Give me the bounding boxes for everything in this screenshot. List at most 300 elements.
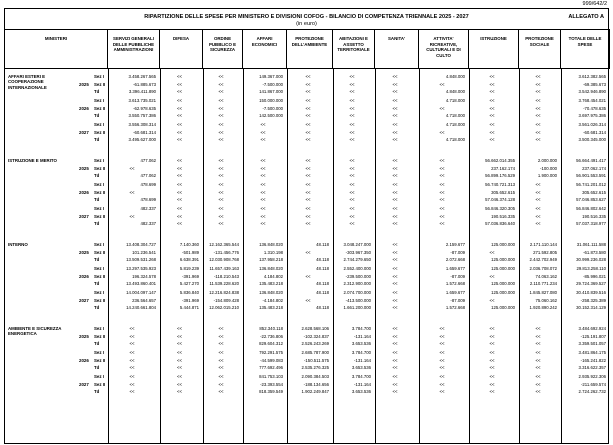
- table-row: [5, 112, 610, 120]
- cell-totale: 3.359.501.057: [578, 341, 606, 346]
- cell-servizi: 13.493.860.401: [126, 281, 156, 286]
- cell-protezione_soc: <<: [535, 381, 541, 387]
- cell-difesa: <<: [176, 165, 183, 171]
- cell-abitazioni: 2.744.279.650: [343, 257, 371, 262]
- cell-affari: -4.184.802: [262, 297, 283, 303]
- cell-difesa: <<: [176, 113, 183, 118]
- cell-abitazioni: <<: [349, 213, 355, 219]
- cell-totale: -60.681.314: [583, 129, 606, 135]
- cell-protezione_soc: <<: [535, 105, 541, 111]
- cell-protezione_soc: <<: [535, 129, 541, 135]
- cell-difesa: <<: [176, 381, 183, 387]
- cell-ordine: <<: [218, 98, 224, 103]
- cell-istruzione: 56.740.721.313: [485, 182, 515, 187]
- column-header-abitazioni: [333, 29, 375, 69]
- cell-abitazioni: <<: [349, 221, 355, 226]
- year-label: 2026: [79, 357, 89, 363]
- cell-attivita: -87.009: [450, 297, 465, 303]
- cell-servizi: 478.699: [140, 182, 156, 187]
- cell-totale: 3.612.382.565: [578, 74, 606, 79]
- cell-protezione_soc: <<: [535, 182, 541, 187]
- cell-difesa: <<: [176, 98, 183, 103]
- cell-attivita: -87.009: [450, 273, 465, 279]
- cell-sanita: <<: [392, 333, 398, 339]
- cell-servizi: 3.550.757.386: [128, 113, 156, 118]
- cell-affari: <<: [260, 189, 266, 195]
- cell-protezione_amb: 48.118: [316, 266, 329, 271]
- row-kind: Sez II: [94, 381, 106, 387]
- cell-istruzione: <<: [489, 249, 495, 255]
- cell-abitazioni: <<: [349, 98, 355, 103]
- cell-difesa: <<: [176, 158, 183, 163]
- cell-ordine: 11.539.228.620: [209, 281, 239, 286]
- column-header-istruzione: [469, 29, 519, 69]
- cell-abitazioni: <<: [349, 137, 355, 142]
- cell-protezione_soc: <<: [535, 98, 541, 103]
- cell-servizi: 3.556.308.314: [128, 122, 156, 127]
- column-header-protezione_amb: [287, 29, 333, 69]
- cell-ordine: -118.210.543: [213, 273, 239, 279]
- cell-totale: 237.062.174: [582, 165, 606, 171]
- cell-affari: 136.848.020: [259, 290, 283, 295]
- cell-protezione_soc: 2.442.702.949: [529, 257, 557, 262]
- cell-istruzione: 56.662.014.355: [485, 158, 515, 163]
- cell-istruzione: 190.516.335: [491, 213, 515, 219]
- cell-abitazioni: -239.500.000: [345, 273, 371, 279]
- cell-servizi: -60.681.314: [133, 129, 156, 135]
- cell-protezione_soc: <<: [535, 197, 541, 202]
- cell-protezione_amb: 2.535.276.325: [301, 365, 329, 370]
- cell-protezione_soc: <<: [535, 189, 541, 195]
- cell-affari: 141.867.000: [259, 89, 283, 94]
- row-kind: Sez II: [94, 333, 106, 339]
- cell-istruzione: <<: [489, 374, 495, 379]
- cell-istruzione: <<: [489, 105, 495, 111]
- cell-affari: 818.359.549: [259, 389, 283, 394]
- cell-istruzione: <<: [489, 357, 495, 363]
- cell-istruzione: 305.652.615: [491, 189, 515, 195]
- cell-difesa: 5.819.239: [179, 266, 199, 271]
- cell-istruzione: 125.000.000: [491, 305, 515, 310]
- cell-sanita: <<: [392, 197, 398, 202]
- column-header-servizi: [108, 29, 160, 69]
- cell-protezione_soc: <<: [535, 365, 541, 370]
- cell-istruzione: <<: [489, 122, 495, 127]
- cell-sanita: <<: [392, 182, 398, 187]
- cell-abitazioni: <<: [349, 158, 355, 163]
- cell-attivita: <<: [439, 333, 445, 339]
- cell-istruzione: <<: [489, 81, 495, 87]
- cell-affari: 1.310.198: [263, 249, 283, 255]
- cell-protezione_amb: <<: [305, 105, 311, 111]
- cell-protezione_amb: <<: [305, 197, 311, 202]
- cell-protezione_soc: <<: [535, 221, 541, 226]
- cell-protezione_amb: <<: [305, 297, 311, 303]
- cell-protezione_soc: 1.920.890.242: [529, 305, 557, 310]
- cell-protezione_soc: <<: [535, 326, 541, 331]
- cell-affari: 135.483.218: [259, 305, 283, 310]
- row-kind: Td: [94, 341, 100, 346]
- cell-attivita: 2.072.668: [445, 257, 465, 262]
- cell-sanita: <<: [392, 305, 398, 310]
- cell-ordine: <<: [218, 173, 224, 178]
- cell-affari: 137.958.218: [259, 257, 283, 262]
- cell-sanita: <<: [392, 221, 398, 226]
- cell-protezione_amb: <<: [305, 89, 311, 94]
- cell-sanita: <<: [392, 389, 398, 394]
- cell-sanita: <<: [392, 81, 398, 87]
- table-row: [5, 340, 610, 348]
- cell-sanita: <<: [392, 74, 398, 79]
- cell-protezione_amb: <<: [305, 158, 311, 163]
- cell-servizi: <<: [129, 213, 135, 219]
- cell-difesa: <<: [176, 389, 183, 394]
- row-kind: Td: [94, 89, 100, 94]
- cell-totale: -70.478.635: [583, 105, 606, 111]
- column-header-totale: [561, 29, 610, 69]
- cell-abitazioni: <<: [349, 197, 355, 202]
- year-label: 2026: [79, 189, 89, 195]
- cell-attivita: 4.718.000: [445, 137, 465, 142]
- cell-abitazioni: -131.164: [354, 333, 371, 339]
- cell-abitazioni: <<: [349, 122, 355, 127]
- table-row: [5, 388, 610, 396]
- cell-servizi: 13.408.304.727: [126, 242, 156, 247]
- row-kind: Sez II: [94, 129, 106, 135]
- ministry-name: AMBIENTE E SICUREZZA ENERGETICA: [8, 326, 62, 337]
- cell-affari: <<: [260, 158, 266, 163]
- cell-attivita: 1.659.677: [445, 266, 465, 271]
- ministry-name: AFFARI ESTERI E COOPERAZIONE INTERNAZIONALE: [8, 74, 47, 90]
- cell-attivita: <<: [439, 105, 445, 111]
- cell-attivita: <<: [439, 189, 445, 195]
- cell-affari: <<: [260, 206, 266, 211]
- cell-istruzione: 125.000.000: [491, 281, 515, 286]
- cell-difesa: -501.989: [182, 249, 199, 255]
- cell-servizi: <<: [129, 333, 135, 339]
- cell-istruzione: <<: [489, 273, 495, 279]
- cell-protezione_soc: 74.063.162: [535, 273, 557, 279]
- row-kind: Sez II: [94, 213, 106, 219]
- cell-protezione_amb: <<: [305, 173, 311, 178]
- row-kind: Sez I: [94, 98, 105, 103]
- cell-totale: 3.697.975.386: [578, 113, 606, 118]
- cell-totale: 3.768.454.021: [578, 98, 606, 103]
- cell-servizi: <<: [129, 357, 135, 363]
- cell-protezione_soc: -100.000: [540, 165, 557, 171]
- cell-difesa: -391.969: [182, 297, 199, 303]
- cell-servizi: <<: [129, 374, 135, 379]
- column-header-label: TOTALE DELLE SPESE: [568, 36, 602, 47]
- cell-protezione_soc: <<: [535, 137, 541, 142]
- cell-totale: -85.996.021: [583, 273, 606, 279]
- cell-ordine: <<: [218, 105, 224, 111]
- cell-protezione_amb: 48.118: [316, 305, 329, 310]
- row-kind: Sez II: [94, 297, 106, 303]
- cell-attivita: <<: [439, 221, 445, 226]
- cell-totale: -165.241.822: [580, 357, 606, 363]
- cell-servizi: 14.240.661.804: [126, 305, 156, 310]
- row-kind: Sez I: [94, 158, 105, 163]
- cell-servizi: <<: [129, 365, 135, 370]
- cell-attivita: 4.718.000: [445, 113, 465, 118]
- column-header-difesa: [160, 29, 203, 69]
- cell-istruzione: <<: [489, 98, 495, 103]
- cell-protezione_amb: <<: [305, 74, 311, 79]
- cell-protezione_amb: <<: [305, 182, 311, 187]
- table-row: [5, 364, 610, 372]
- column-header-label: DIFESA: [172, 36, 190, 41]
- cell-attivita: <<: [439, 197, 445, 202]
- cell-sanita: <<: [392, 122, 398, 127]
- row-kind: Sez II: [94, 249, 106, 255]
- cell-istruzione: <<: [489, 341, 495, 346]
- cell-affari: -7.500.000: [262, 105, 283, 111]
- cell-istruzione: 57.046.374.128: [485, 197, 515, 202]
- cell-istruzione: 237.162.174: [491, 165, 515, 171]
- cell-totale: 3.542.946.890: [578, 89, 606, 94]
- cell-attivita: 2.159.677: [445, 242, 465, 247]
- cell-affari: -44.599.083: [260, 357, 283, 363]
- cell-affari: <<: [260, 221, 266, 226]
- row-kind: Sez I: [94, 290, 105, 295]
- cell-sanita: <<: [392, 266, 398, 271]
- cell-abitazioni: <<: [349, 165, 355, 171]
- cell-attivita: 4.848.000: [445, 89, 465, 94]
- cell-attivita: <<: [439, 357, 445, 363]
- cell-protezione_amb: <<: [305, 81, 311, 87]
- cell-attivita: <<: [439, 158, 445, 163]
- cell-attivita: <<: [439, 173, 445, 178]
- cell-difesa: <<: [176, 374, 183, 379]
- cell-difesa: <<: [176, 341, 183, 346]
- cell-protezione_amb: 2.090.384.503: [301, 374, 329, 379]
- cell-attivita: 1.659.677: [445, 290, 465, 295]
- table-row: [5, 196, 610, 204]
- cell-abitazioni: <<: [349, 105, 355, 111]
- cell-attivita: <<: [439, 381, 445, 387]
- cell-totale: 31.061.111.588: [576, 242, 606, 247]
- row-kind: Td: [94, 137, 100, 142]
- table-row: [5, 220, 610, 228]
- column-header-label: ATTIVITA' RICREATIVE, CULTURALI E DI CULTO: [426, 36, 461, 58]
- cell-servizi: 101.236.541: [132, 249, 156, 255]
- column-header-label: PROTEZIONE DELL'AMBIENTE: [291, 36, 328, 47]
- cell-attivita: <<: [439, 374, 445, 379]
- cell-servizi: -61.885.673: [133, 81, 156, 87]
- cell-servizi: 482.337: [140, 206, 156, 211]
- cell-affari: <<: [260, 165, 266, 171]
- cell-protezione_soc: <<: [535, 122, 541, 127]
- cell-abitazioni: 3.653.536: [351, 341, 371, 346]
- cell-protezione_amb: <<: [305, 165, 311, 171]
- cell-totale: -69.385.673: [583, 81, 606, 87]
- cell-istruzione: <<: [489, 74, 495, 79]
- cell-sanita: <<: [392, 105, 398, 111]
- cell-servizi: 3.613.735.021: [128, 98, 156, 103]
- cell-protezione_soc: <<: [535, 206, 541, 211]
- year-label: 2026: [79, 105, 89, 111]
- cell-ordine: <<: [218, 74, 224, 79]
- cell-attivita: <<: [439, 81, 445, 87]
- cell-abitazioni: <<: [349, 74, 355, 79]
- cell-abitazioni: <<: [349, 182, 355, 187]
- cell-sanita: <<: [392, 89, 398, 94]
- cell-affari: 829.604.312: [259, 341, 283, 346]
- cell-totale: 57.046.853.627: [576, 197, 606, 202]
- cell-abitazioni: 3.784.700: [351, 374, 371, 379]
- cell-difesa: <<: [176, 333, 183, 339]
- title-line-2: (in euro): [296, 21, 317, 27]
- cell-attivita: <<: [439, 389, 445, 394]
- cell-ordine: <<: [218, 333, 224, 339]
- cell-istruzione: <<: [489, 381, 495, 387]
- cell-totale: 56.846.802.642: [576, 206, 606, 211]
- cell-istruzione: <<: [489, 297, 495, 303]
- row-kind: Sez II: [94, 81, 106, 87]
- cell-protezione_soc: <<: [535, 374, 541, 379]
- cell-protezione_soc: 2.110.771.234: [529, 281, 557, 286]
- row-kind: Td: [94, 257, 100, 262]
- cell-sanita: <<: [392, 381, 398, 387]
- row-kind: Sez I: [94, 374, 105, 379]
- cell-abitazioni: -413.500.000: [345, 297, 371, 303]
- cell-totale: 3.481.864.175: [578, 350, 606, 355]
- row-kind: Sez II: [94, 189, 106, 195]
- cell-attivita: <<: [439, 206, 445, 211]
- cell-attivita: <<: [439, 129, 445, 135]
- cell-protezione_soc: <<: [535, 350, 541, 355]
- cell-istruzione: 56.899.176.529: [485, 173, 515, 178]
- cell-protezione_amb: 48.118: [316, 290, 329, 295]
- cell-difesa: <<: [176, 326, 183, 331]
- cell-protezione_amb: <<: [305, 221, 311, 226]
- cell-ordine: <<: [218, 221, 224, 226]
- cell-sanita: <<: [392, 137, 398, 142]
- cell-attivita: 1.572.668: [445, 281, 465, 286]
- column-header-label: SANITA': [387, 36, 406, 41]
- cell-ordine: <<: [218, 122, 224, 127]
- cell-abitazioni: 3.653.536: [351, 365, 371, 370]
- cell-protezione_amb: -150.511.575: [303, 357, 329, 363]
- column-header-protezione_soc: [519, 29, 561, 69]
- cell-protezione_soc: <<: [535, 74, 541, 79]
- cell-difesa: <<: [176, 197, 183, 202]
- cell-attivita: -87.009: [450, 249, 465, 255]
- cell-abitazioni: -131.164: [354, 357, 371, 363]
- cell-protezione_soc: 75.060.162: [535, 297, 557, 303]
- cell-protezione_soc: 2.171.110.144: [529, 242, 557, 247]
- table-row: [5, 256, 610, 264]
- cell-difesa: <<: [176, 105, 183, 111]
- cell-attivita: 4.848.000: [445, 74, 465, 79]
- cell-difesa: <<: [176, 173, 183, 178]
- cell-servizi: 478.699: [140, 197, 156, 202]
- title-line-1: RIPARTIZIONE DELLE SPESE PER MINISTERO E DIVISIONI COFOG - BILANCIO DI COMPETENZA TRIENNALE 2025 - 2027: [144, 14, 469, 20]
- cell-istruzione: 57.036.836.640: [485, 221, 515, 226]
- cell-istruzione: <<: [489, 137, 495, 142]
- cell-sanita: <<: [392, 249, 398, 255]
- cell-protezione_amb: 2.526.243.269: [301, 341, 329, 346]
- cell-affari: 136.848.020: [259, 266, 283, 271]
- cell-servizi: 477.062: [140, 173, 156, 178]
- cell-abitazioni: 2.312.900.000: [343, 281, 371, 286]
- cell-istruzione: <<: [489, 350, 495, 355]
- cell-difesa: <<: [176, 129, 183, 135]
- cell-ordine: <<: [218, 350, 224, 355]
- row-kind: Sez II: [94, 105, 106, 111]
- cell-totale: -258.325.389: [580, 297, 606, 303]
- cell-protezione_soc: 271.592.805: [533, 249, 557, 255]
- cell-ordine: <<: [218, 81, 224, 87]
- cell-attivita: <<: [439, 365, 445, 370]
- cell-affari: <<: [260, 182, 266, 187]
- cell-abitazioni: -303.967.350: [345, 249, 371, 255]
- budget-table: [4, 8, 609, 444]
- cell-servizi: -62.978.635: [133, 105, 156, 111]
- cell-sanita: <<: [392, 257, 398, 262]
- cell-ordine: <<: [218, 197, 224, 202]
- year-label: 2025: [79, 165, 89, 171]
- cell-servizi: <<: [129, 165, 135, 171]
- cell-servizi: 482.337: [140, 221, 156, 226]
- cell-servizi: 3.396.411.890: [128, 89, 156, 94]
- cell-attivita: 4.718.000: [445, 98, 465, 103]
- cell-servizi: 3.458.267.565: [128, 74, 156, 79]
- cell-sanita: <<: [392, 173, 398, 178]
- cell-abitazioni: 3.048.247.000: [343, 242, 371, 247]
- year-label: 2026: [79, 273, 89, 279]
- cell-difesa: <<: [176, 81, 183, 87]
- cell-ordine: <<: [218, 357, 224, 363]
- row-kind: Td: [94, 113, 100, 118]
- cell-totale: 29.724.369.527: [576, 281, 606, 286]
- row-kind: Sez II: [94, 165, 106, 171]
- cell-difesa: 5.836.840: [179, 290, 199, 295]
- cell-affari: 149.367.000: [259, 74, 283, 79]
- cell-attivita: <<: [439, 341, 445, 346]
- column-header-label: AFFARI ECONOMICI: [251, 36, 278, 47]
- cell-protezione_amb: 1.902.249.847: [301, 389, 329, 394]
- cell-ordine: -154.809.428: [213, 297, 239, 303]
- cell-difesa: <<: [176, 206, 183, 211]
- table-row: [5, 172, 610, 180]
- cell-istruzione: <<: [489, 389, 495, 394]
- cell-istruzione: <<: [489, 365, 495, 370]
- cell-sanita: <<: [392, 165, 398, 171]
- cell-affari: 852.340.118: [259, 326, 283, 331]
- column-header-label: ABITAZIONI E ASSETTO TERRITORIALE: [337, 36, 370, 53]
- cell-affari: <<: [260, 137, 266, 142]
- cell-protezione_soc: <<: [535, 213, 541, 219]
- cell-totale: 56.741.201.012: [576, 182, 606, 187]
- year-label: 2025: [79, 249, 89, 255]
- cell-protezione_amb: <<: [305, 113, 311, 118]
- cell-difesa: -391.969: [182, 273, 199, 279]
- cell-affari: 792.291.575: [259, 350, 283, 355]
- cell-abitazioni: <<: [349, 173, 355, 178]
- ministry-name: INTERNO: [8, 242, 28, 247]
- column-header-affari: [243, 29, 287, 69]
- cell-difesa: <<: [176, 221, 183, 226]
- cell-protezione_amb: -188.134.656: [303, 381, 329, 387]
- cell-ordine: 12.162.365.544: [209, 242, 239, 247]
- cell-ordine: 12.062.015.210: [209, 305, 239, 310]
- row-kind: Td: [94, 365, 100, 370]
- cell-ordine: <<: [218, 189, 224, 195]
- cell-servizi: 196.324.578: [132, 273, 156, 279]
- cell-protezione_amb: <<: [305, 98, 311, 103]
